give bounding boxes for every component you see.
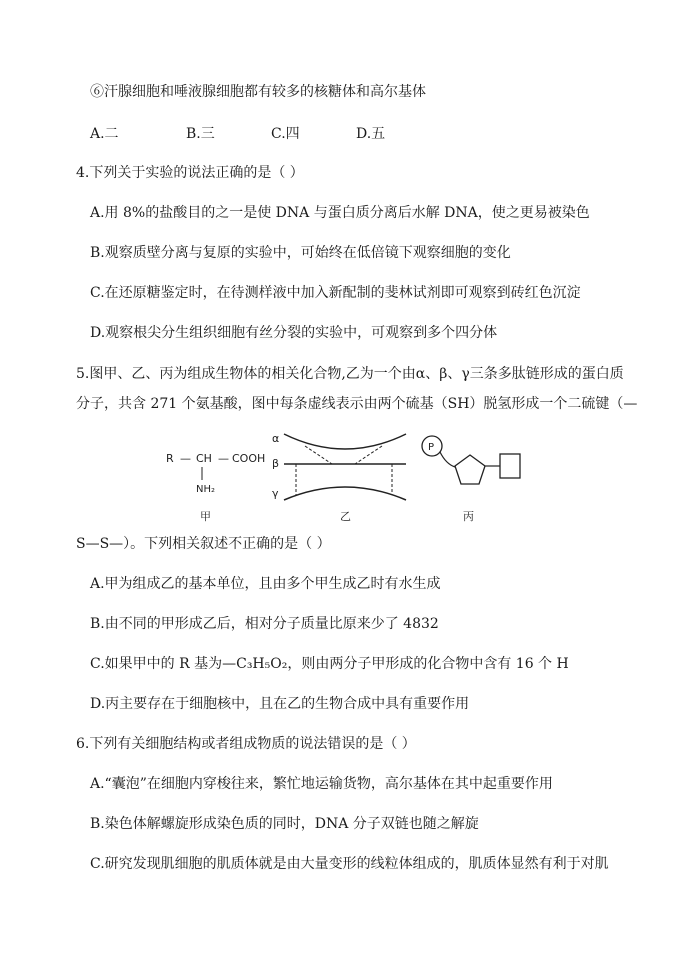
question-4-option-d: D.观察根尖分生组织细胞有丝分裂的实验中，可观察到多个四分体 [90,325,498,341]
question-5-option-d: D.丙主要存在于细胞核中，且在乙的生物合成中具有重要作用 [90,696,470,712]
base-square [500,454,520,478]
question-4-option-a: A.用 8%的盐酸目的之一是使 DNA 与蛋白质分离后水解 DNA，使之更易被染色 [90,205,590,221]
option-c: C.四 [271,126,300,142]
phosphate-bond [440,452,455,467]
alpha-chain [284,434,406,449]
question-4-stem: 4.下列关于实验的说法正确的是（ ） [76,165,304,181]
figure-bing [422,436,520,523]
question-5-option-c: C.如果甲中的 R 基为—C₃H₅O₂，则由两分子甲形成的化合物中含有 16 个 H [90,656,569,672]
question-4-option-c: C.在还原糖鉴定时，在待测样液中加入新配制的斐林试剂即可观察到砖红色沉淀 [90,285,581,301]
pentose-pentagon [455,455,485,484]
caption-bing: 丙 [463,510,474,523]
question-4-option-b: B.观察质壁分离与复原的实验中，可始终在低倍镜下观察细胞的变化 [90,245,511,261]
question-6-option-b: B.染色体解螺旋形成染色质的同时，DNA 分子双链也随之解旋 [90,816,479,832]
compound-figure [160,412,524,532]
r-group-label: R [166,452,174,465]
question-5-option-a: A.甲为组成乙的基本单位，且由多个甲生成乙时有水生成 [90,576,441,592]
question-5-option-b: B.由不同的甲形成乙后，相对分子质量比原来少了 4832 [90,616,439,632]
bond-dash-1: — [180,452,191,465]
phosphate-label: P [428,442,435,453]
option-a: A.二 [90,126,119,142]
question-5-stem-line-1: 5.图甲、乙、丙为组成生物体的相关化合物,乙为一个由α、β、γ三条多肽链形成的蛋白质 [76,366,624,382]
question-6-option-a: A.“囊泡”在细胞内穿梭往来，繁忙地运输货物，高尔基体在其中起重要作用 [90,776,553,792]
figure-jia [166,452,265,523]
gamma-chain [284,487,406,500]
disulfide-bond [305,446,332,464]
ch-label: CH [196,452,212,465]
question-6-stem: 6.下列有关细胞结构或者组成物质的说法错误的是（ ） [76,736,416,752]
question-6-option-c: C.研究发现肌细胞的肌质体就是由大量变形的线粒体组成的，肌质体显然有利于对肌 [90,856,609,872]
nh2-label: NH₂ [196,484,216,495]
beta-label: β [272,457,280,470]
question-5-stem-line-3: S—S—）。下列相关叙述不正确的是（ ） [76,536,331,552]
alpha-label: α [272,432,280,445]
statement-6: ⑥汗腺细胞和唾液腺细胞都有较多的核糖体和高尔基体 [90,84,426,100]
option-d: D.五 [356,126,386,142]
bond-dash-2: — [218,452,229,465]
figure-yi [272,432,406,523]
question-5-stem-line-2: 分子，共含 271 个氨基酸，图中每条虚线表示由两个硫基（SH）脱氢形成一个二硫键（— [76,396,638,412]
caption-jia: 甲 [200,510,211,523]
caption-yi: 乙 [340,510,351,523]
cooh-label: COOH [232,452,266,465]
gamma-label: γ [272,487,279,500]
option-b: B.三 [186,126,215,142]
